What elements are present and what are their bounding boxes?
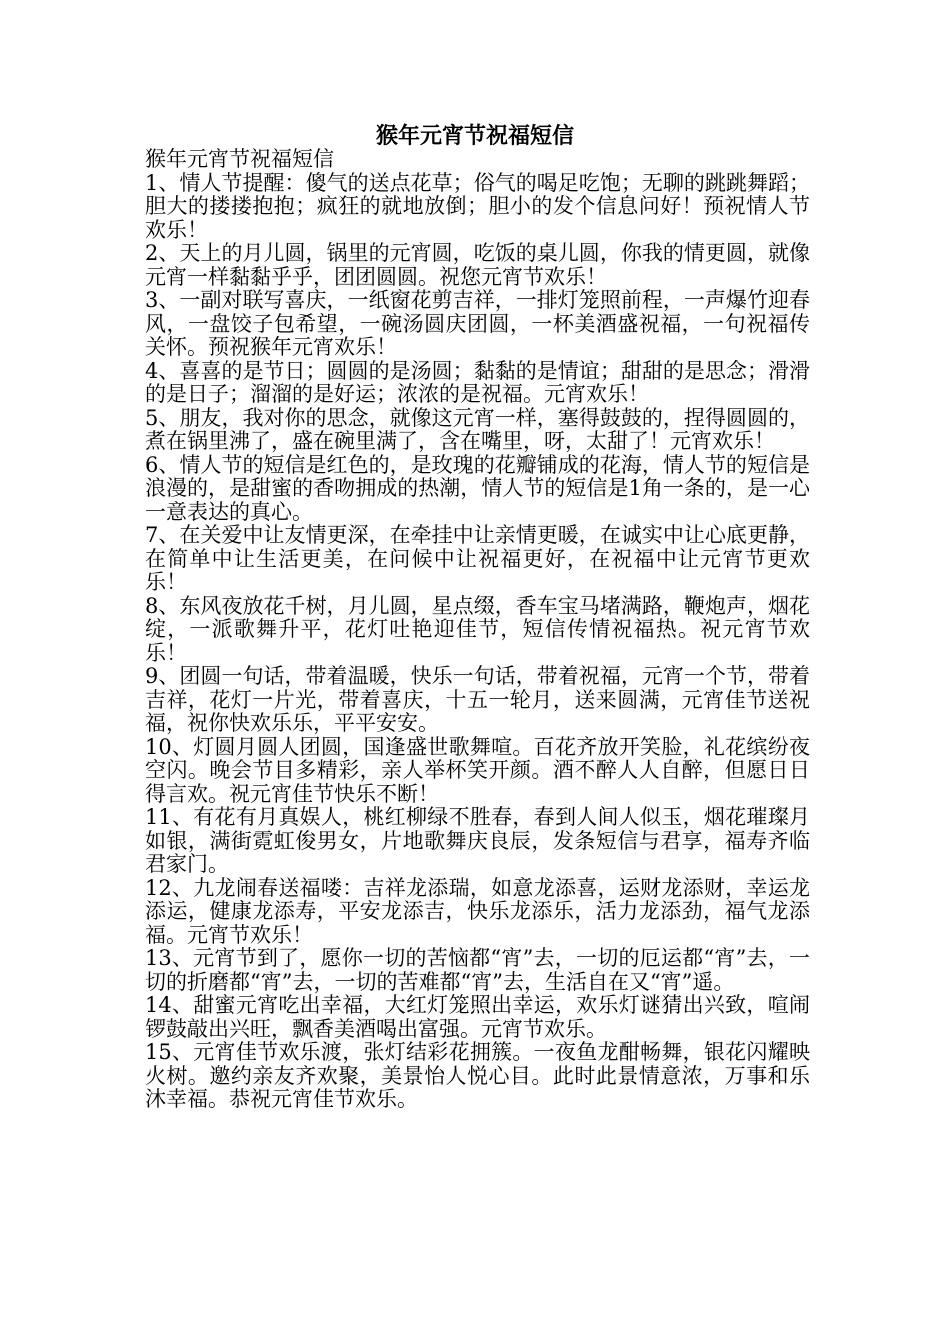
paragraph-1: 1、情人节提醒：傻气的送点花草；俗气的喝足吃饱；无聊的跳跳舞蹈；胆大的搂搂抱抱；疯狂的就地放倒；胆小的发个信息问好！预祝情人节欢乐！ bbox=[145, 170, 810, 242]
document-title: 猴年元宵节祝福短信 bbox=[375, 123, 574, 149]
paragraph-15: 15、元宵佳节欢乐渡，张灯结彩花拥簇。一夜鱼龙酣畅舞，银花闪耀映火树。邀约亲友齐欢聚，美景怡人悦心目。此时此景情意浓，万事和乐沐幸福。恭祝元宵佳节欢乐。 bbox=[145, 1040, 810, 1111]
document-subtitle: 猴年元宵节祝福短信 bbox=[145, 147, 334, 171]
paragraph-8: 8、东风夜放花千树，月儿圆，星点缀，香车宝马堵满路，鞭炮声，烟花绽，一派歌舞升平，花灯吐艳迎佳节，短信传情祝福热。祝元宵节欢乐！ bbox=[145, 593, 810, 665]
paragraph-11: 11、有花有月真娱人，桃红柳绿不胜春，春到人间人似玉，烟花璀璨月如银，满街霓虹俊男女，片地歌舞庆良辰，发条短信与君享，福寿齐临君家门。 bbox=[145, 805, 810, 876]
paragraph-14: 14、甜蜜元宵吃出幸福，大红灯笼照出幸运，欢乐灯谜猜出兴致，喧闹锣鼓敲出兴旺，飘香美酒喝出富强。元宵节欢乐。 bbox=[145, 993, 810, 1041]
paragraph-6: 6、情人节的短信是红色的，是玫瑰的花瓣铺成的花海，情人节的短信是浪漫的，是甜蜜的香吻拥成的热潮，情人节的短信是1角一条的，是一心一意表达的真心。 bbox=[145, 452, 810, 524]
paragraph-4: 4、喜喜的是节日；圆圆的是汤圆；黏黏的是情谊；甜甜的是思念；滑滑的是日子；溜溜的是好运；浓浓的是祝福。元宵欢乐！ bbox=[145, 358, 810, 406]
paragraph-13: 13、元宵节到了，愿你一切的苦恼都“宵”去，一切的厄运都“宵”去，一切的折磨都“宵”去，一切的苦难都“宵”去，生活自在又“宵”遥。 bbox=[145, 946, 810, 994]
paragraph-7: 7、在关爱中让友情更深，在牵挂中让亲情更暖，在诚实中让心底更静，在简单中让生活更美，在问候中让祝福更好，在祝福中让元宵节更欢乐！ bbox=[145, 523, 810, 594]
paragraph-2: 2、天上的月儿圆，锅里的元宵圆，吃饭的桌儿圆，你我的情更圆，就像元宵一样黏黏乎乎，团团圆圆。祝您元宵节欢乐！ bbox=[145, 241, 810, 289]
paragraph-10: 10、灯圆月圆人团圆，国逢盛世歌舞喧。百花齐放开笑脸，礼花缤纷夜空闪。晚会节目多精彩，亲人举杯笑开颜。酒不醉人人自醉，但愿日日得言欢。祝元宵佳节快乐不断！ bbox=[145, 734, 810, 806]
paragraph-5: 5、朋友，我对你的思念，就像这元宵一样，塞得鼓鼓的，捏得圆圆的，煮在锅里沸了，盛在碗里满了，含在嘴里，呀，太甜了！元宵欢乐！ bbox=[145, 405, 810, 453]
paragraph-3: 3、一副对联写喜庆，一纸窗花剪吉祥，一排灯笼照前程，一声爆竹迎春风，一盘饺子包希望，一碗汤圆庆团圆，一杯美酒盛祝福，一句祝福传关怀。预祝猴年元宵欢乐！ bbox=[145, 288, 810, 359]
paragraph-9: 9、团圆一句话，带着温暖，快乐一句话，带着祝福，元宵一个节，带着吉祥，花灯一片光，带着喜庆，十五一轮月，送来圆满，元宵佳节送祝福，祝你快欢乐乐，平平安安。 bbox=[145, 664, 810, 735]
document-body bbox=[145, 148, 810, 1112]
paragraph-12: 12、九龙闹春送福喽：吉祥龙添瑞，如意龙添喜，运财龙添财，幸运龙添运，健康龙添寿，平安龙添吉，快乐龙添乐，活力龙添劲，福气龙添福。元宵节欢乐！ bbox=[145, 875, 810, 947]
